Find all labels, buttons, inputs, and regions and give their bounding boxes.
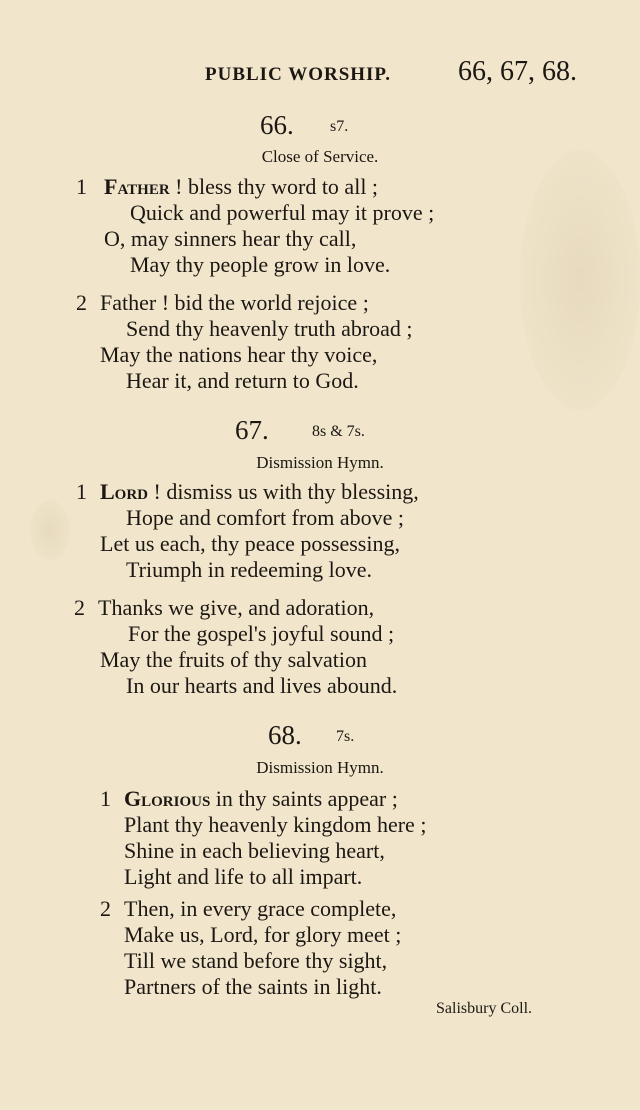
line-text: ! dismiss us with thy blessing, — [148, 479, 419, 504]
stanza-line: O, may sinners hear thy call, — [104, 226, 357, 251]
hymn-number: 68. — [268, 720, 302, 750]
stanza-line — [104, 174, 378, 200]
hymn-meter: 8s & 7s. — [312, 423, 365, 440]
stanza-line: In our hearts and lives abound. — [126, 673, 398, 698]
stanza-line: Light and life to all impart. — [124, 864, 363, 889]
stanza-line: Make us, Lord, for glory meet ; — [124, 922, 402, 947]
verse-number: 2 — [76, 290, 87, 315]
stanza-line: Triumph in redeeming love. — [126, 557, 373, 582]
line-text: ! bless thy word to all ; — [169, 174, 379, 199]
stanza-line: Plant thy heavenly kingdom here ; — [124, 812, 427, 837]
running-header — [0, 56, 640, 92]
stanza-line: May the fruits of thy salvation — [100, 647, 368, 672]
hymn-title: Dismission Hymn. — [256, 453, 384, 472]
running-title: PUBLIC WORSHIP. — [205, 64, 392, 85]
paper-stain — [520, 150, 640, 410]
first-word: Glorious — [124, 786, 211, 811]
stanza-line: May thy people grow in love. — [130, 252, 391, 277]
page-numbers: 66, 67, 68. — [458, 56, 577, 87]
stanza-line: Send thy heavenly truth abroad ; — [126, 316, 413, 341]
paper-stain — [30, 500, 70, 560]
stanza-line: Then, in every grace complete, — [124, 896, 397, 921]
stanza-line: Hope and comfort from above ; — [126, 505, 404, 530]
hymn-number: 67. — [235, 415, 269, 445]
verse-number: 2 — [100, 896, 111, 921]
hymn-heading — [0, 110, 640, 142]
first-word: Lord — [100, 479, 149, 504]
stanza-line — [124, 786, 398, 812]
verse-number: 1 — [76, 174, 87, 199]
stanza-line: Partners of the saints in light. — [124, 974, 382, 999]
attribution: Salisbury Coll. — [436, 1000, 533, 1017]
stanza-line: Shine in each believing heart, — [124, 838, 385, 863]
verse-number: 2 — [74, 595, 85, 620]
stanza-line: Hear it, and return to God. — [126, 368, 359, 393]
hymn-meter: s7. — [330, 118, 349, 135]
stanza-line: Quick and powerful may it prove ; — [130, 200, 435, 225]
first-word: Father — [104, 174, 170, 199]
hymn-title: Dismission Hymn. — [256, 758, 384, 777]
stanza-line: Thanks we give, and adoration, — [98, 595, 375, 620]
hymn-heading — [0, 415, 640, 447]
hymn-number: 66. — [260, 110, 294, 140]
verse-number: 1 — [76, 479, 87, 504]
hymn-heading — [0, 720, 640, 752]
stanza-line: Let us each, thy peace possessing, — [100, 531, 400, 556]
stanza-line: Father ! bid the world rejoice ; — [100, 290, 369, 315]
stanza-line: Till we stand before thy sight, — [124, 948, 388, 973]
stanza-line: May the nations hear thy voice, — [100, 342, 378, 367]
hymn-title: Close of Service. — [261, 147, 379, 166]
line-text: in thy saints appear ; — [210, 786, 398, 811]
hymn-meter: 7s. — [336, 728, 355, 745]
stanza-line: For the gospel's joyful sound ; — [128, 621, 395, 646]
stanza-line — [100, 479, 419, 505]
verse-number: 1 — [100, 786, 111, 811]
